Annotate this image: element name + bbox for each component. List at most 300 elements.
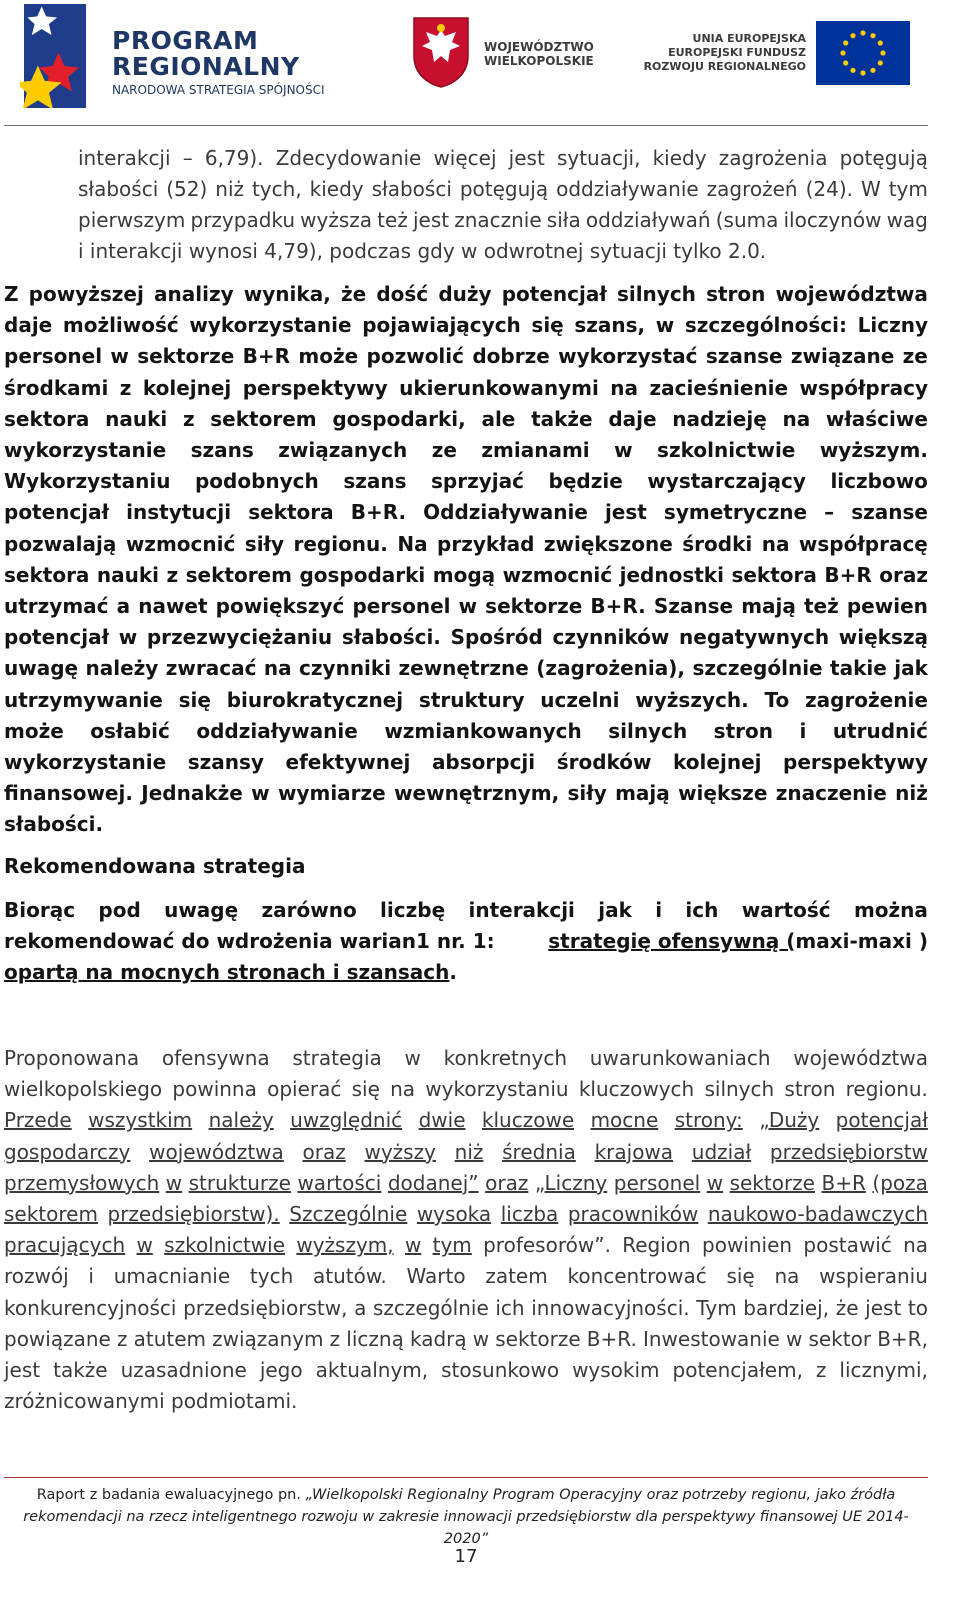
word: szczególności: [684,313,847,338]
word: „Duży [759,1108,820,1133]
word: w [785,1326,803,1351]
word: daje [4,313,53,338]
word: czynniki [299,656,392,681]
word: przedsiębiorstw [769,1139,928,1164]
text-line [4,1171,928,1195]
word: zacieśnienie [649,375,789,400]
word: w [706,1170,724,1195]
word: potencjał [835,1108,928,1133]
text-line [4,344,928,368]
word: się [726,1264,755,1289]
word: 6,79). [204,146,264,170]
word: niż [454,1139,484,1164]
word: kolejnej [142,375,232,400]
word: związanym [212,1326,324,1351]
text-line [4,1046,928,1070]
word: (24). [805,177,853,201]
word: liczba [500,1202,559,1226]
program-regionalny-logo [20,4,350,108]
word: może [4,718,64,743]
word: z [182,406,195,431]
word: na [782,406,811,431]
word: znacznie [454,208,542,232]
word: oraz [302,1139,346,1164]
word: wszystkim [88,1108,193,1133]
word: niż [215,177,244,201]
program-logo-subtitle: NARODOWA STRATEGIA SPÓJNOŚCI [112,83,325,97]
text-line: i interakcji wynosi 4,79), podczas gdy w odwrotnej sytuacji tylko 2.0. [78,239,767,263]
word: szkolnictwie [164,1233,286,1258]
word: potęgują [459,177,549,201]
word: z [166,562,179,587]
word: personel [613,1170,701,1195]
text-segment: rekomendować do wdrożenia warian1 nr. 1: [4,929,495,953]
word: możliwość [62,313,179,338]
word: umacnianie [113,1264,231,1289]
word: utrzymywanie [4,687,163,712]
word: oddziaływań [585,208,711,232]
word: może [298,344,359,369]
text-line [4,594,928,618]
word: uwagę [4,656,79,681]
word: mają [741,594,796,618]
text-line [4,1202,928,1226]
word: sektorze [495,1326,581,1351]
word: sektora [248,500,334,525]
word: B+R [242,344,291,369]
word: wynika, [243,282,331,306]
word: Wykorzystaniu [4,469,171,494]
text-line [4,563,928,587]
word: przedsiębiorstw, [183,1295,348,1320]
region-label: WOJEWÓDZTWO WIELKOPOLSKIE [484,40,594,68]
word: B+R. [350,500,407,525]
word: zwiększone [543,531,673,556]
word: szanse [851,500,928,525]
word: stosunkowo [441,1358,560,1382]
word: środkami [4,375,109,400]
word: wielkopolskiego [4,1077,163,1102]
word: wysokim [572,1358,660,1382]
word: uwzględnić [290,1108,403,1133]
word: finansowej. [4,781,133,806]
word: znaczenie [775,781,887,806]
word: kiedy [309,177,364,201]
word: (poza [872,1170,928,1195]
footer-title: rekomendacji na rzecz inteligentnego rozwoju w zakresie innowacji przedsiębiorstw dla perspektywy finansowej UE 2014-2020” [23,1509,909,1547]
word: takie [830,656,887,681]
word: powiększyć [215,594,345,618]
word: wykorzystanie [189,313,352,338]
text-line [4,625,928,649]
word: pewien [846,594,928,618]
word: zagrożenia [718,146,828,170]
word: słabości [78,177,159,201]
word: na [263,656,292,681]
word: z [815,1358,827,1382]
word: (zagrożenia), [536,656,686,681]
text-line [4,1108,928,1132]
word: wyższa [300,208,373,232]
word: struktury [418,687,525,712]
word: naukowo-badawczych [707,1202,928,1226]
word: kiedy [652,146,707,170]
word: większą [838,625,928,650]
word: sytuacji, [556,146,641,170]
word: gospodarczy [4,1139,131,1164]
word: a [354,1295,367,1320]
word: krajowa [594,1139,674,1164]
word: przemysłowych [4,1170,160,1195]
text-line [4,1077,928,1101]
word: tych, [251,177,302,201]
program-logo-title: PROGRAM REGIONALNY [112,26,300,81]
eu-star-icon [843,60,848,65]
eu-star-icon [850,68,855,73]
word: sprzyjać [431,469,524,494]
word: tych [249,1264,294,1289]
text-line [4,960,928,984]
word: Przede [4,1108,72,1133]
word: Szczególnie [289,1202,408,1226]
word: udział [691,1139,752,1164]
word: potencjał [4,500,110,525]
text-segment: . [449,960,457,984]
word: przedsiębiorstw). [107,1202,280,1226]
word: słabości [371,177,452,201]
eu-star-icon [860,70,865,75]
word: a [116,594,131,618]
word: kolejnej [673,750,762,774]
word: interakcji [468,898,575,922]
section-heading: Rekomendowana strategia [4,854,306,878]
word: wysoka [416,1202,492,1226]
word: stron [784,1077,836,1102]
word: gospodarki, [332,406,466,431]
word: w [118,625,138,650]
word: „Liczny [534,1170,608,1195]
word: ze [431,438,457,462]
word: uzasadnione [120,1358,247,1382]
text-line [4,929,928,953]
word: wykorzystanie [4,438,167,462]
word: stron [706,282,766,306]
word: uwarunkowaniach [589,1046,771,1070]
eu-star-icon [843,40,848,45]
word: jego [259,1358,303,1382]
text-line [4,1233,928,1257]
word: że [835,1295,859,1320]
word: szczególnie [692,656,823,681]
eu-star-icon [840,50,845,55]
word: strony: [674,1108,743,1133]
word: wyższych. [635,687,749,712]
word: silnych [704,1077,775,1102]
word: efektywnej [285,750,411,774]
word: oraz [879,562,928,587]
word: wspieraniu [819,1264,928,1289]
word: w [614,438,633,462]
word: wag [886,208,928,232]
text-line [4,1327,928,1351]
word: pojawiających [362,313,521,338]
word: sektora [4,406,90,431]
word: Zdecydowanie [275,146,422,170]
word: perspektywy [242,375,388,400]
word: na [761,531,790,556]
text-line [78,208,928,232]
word: szans, [574,313,646,338]
word: w [404,1233,422,1258]
word: gospodarki [299,562,426,587]
word: innowacyjności. [531,1295,690,1320]
word: tym [432,1233,472,1258]
word: z [116,1326,128,1351]
word: środków [556,750,652,774]
word: Region [622,1233,691,1258]
text-line [4,719,928,743]
eu-star-icon [850,33,855,38]
page-header [0,0,960,126]
word: że [340,282,367,306]
word: pozwolić [366,344,464,369]
word: szansy [187,750,264,774]
word: oraz [485,1170,529,1195]
wielkopolska-crest-icon [412,16,470,88]
word: przykład [437,531,535,556]
word: regionu. [845,1077,928,1102]
eu-flag-icon [816,21,910,85]
word: licznymi, [839,1358,928,1382]
word: daje [608,406,657,431]
word: B+R [821,1170,866,1195]
word: siły [244,531,285,556]
word: w [655,313,675,338]
text-line [4,469,928,493]
word: jak [598,898,632,922]
word: więcej [433,146,497,170]
word: powiązane [4,1326,111,1351]
word: dość [376,282,429,306]
word: personel [4,344,103,369]
word: pracujących [4,1233,126,1258]
word: absorpcji [431,750,536,774]
word: ich [685,898,719,922]
word: wymiarze [277,781,386,806]
word: słabości. [341,625,441,650]
word: jest [604,500,647,525]
word: z [119,375,132,400]
word: Liczny [857,313,928,338]
word: większe [678,781,768,806]
word: województwa [793,1046,928,1070]
word: w [165,1170,183,1195]
eu-star-icon [870,33,875,38]
word: utrzymać [4,594,109,618]
word: zarówno [261,898,357,922]
word: wzmocnić [125,531,236,556]
word: wykorzystanie [4,750,167,774]
word: wzmiankowanych [384,718,582,743]
word: i [88,1264,94,1289]
word: dobrze [472,344,550,369]
word: szans [190,438,254,462]
word: wykorzystaniu [425,1077,569,1102]
footer-divider [4,1477,928,1478]
word: szans [343,469,407,494]
word: powyższej [28,282,144,306]
text-line: słabości. [4,812,104,837]
word: na [610,375,639,400]
word: interakcji [78,146,171,170]
word: jak [894,656,928,681]
word: szkolnictwie [657,438,796,462]
word: sektorze [729,1170,815,1195]
word: jest [865,1295,902,1320]
word: kadrą [409,1326,467,1351]
word: wykorzystać [558,344,698,369]
word: Spośród [450,625,543,650]
word: i [655,898,663,922]
word: się [531,313,564,338]
word: zwracać [165,656,257,681]
word: nauki [96,562,160,587]
word: potencjałem, [672,1358,803,1382]
word: zatem [485,1264,548,1289]
word: jednostki [619,562,724,587]
text-line [4,781,928,805]
word: mają [615,781,670,806]
word: Proponowana [4,1046,140,1070]
footer-prefix: Raport z badania ewaluacyjnego pn. [36,1487,306,1503]
word: właściwe [825,406,928,431]
word: środki [682,531,753,556]
word: nauki [105,406,168,431]
word: przezwyciężaniu [146,625,333,650]
text-line [78,146,928,170]
word: się [178,687,211,712]
word: ukierunkowanymi [399,375,599,400]
word: (52) [166,177,208,201]
text-line [4,500,928,524]
word: nadzieję [672,406,767,431]
word: strategia [292,1046,382,1070]
footer-line [4,1484,928,1506]
word: mocne [590,1108,659,1133]
eu-label: UNIA EUROPEJSKA EUROPEJSKI FUNDUSZ ROZWOJU REGIONALNEGO [643,32,806,73]
text-line: zróżnicowanymi podmiotami. [4,1389,298,1414]
word: sektora [731,562,817,587]
word: potęgują [839,146,928,170]
word: (suma [715,208,779,232]
word: konkretnych [443,1046,568,1070]
word: się [351,1077,380,1102]
text-line [4,313,928,337]
word: na [774,1264,800,1289]
word: analizy [154,282,234,306]
word: przypadku [190,208,296,232]
word: negatywnych [679,625,830,650]
word: czynników [552,625,670,650]
word: jest [412,208,450,232]
word: oddziaływanie [556,177,699,201]
word: osłabić [90,718,170,743]
word: można [853,898,928,922]
word: nawet [138,594,208,618]
word: bardziej, [743,1295,830,1320]
word: w [136,1233,153,1258]
word: w [472,1326,490,1351]
word: pracowników [567,1202,699,1226]
word: województwa [149,1139,284,1164]
word: na [390,1077,416,1102]
word: kluczowe [481,1108,575,1133]
word: powinien [702,1233,793,1258]
word: koncentrować [567,1264,707,1289]
word: mogą [432,562,496,587]
word: wyższy [364,1139,436,1164]
word: sektorem [185,562,292,587]
word: silnych [616,282,696,306]
word: Jednakże [141,781,243,806]
word: oddziaływanie [196,718,358,743]
word: szanse [705,344,783,369]
word: Biorąc [4,898,76,922]
word: siły [567,781,607,806]
eu-star-icon [870,68,875,73]
word: wartości [297,1170,382,1195]
word: zmianami [481,438,590,462]
page-number: 17 [454,1546,478,1567]
word: Na [397,531,428,556]
word: biurokratycznej [226,687,404,712]
word: zagrożenie [804,687,928,712]
word: na [903,1233,928,1258]
word: postawić [803,1233,892,1258]
word: uwagę [164,898,239,922]
word: iloczynów [783,208,882,232]
word: współpracy [799,375,928,400]
word: uczelni [540,687,620,712]
word: województwa [775,282,928,306]
eu-star-icon [880,50,885,55]
word: rozwój [4,1264,69,1289]
word: i [799,718,807,743]
word: To [764,687,790,712]
word: Inwestowanie [642,1326,780,1351]
word: kluczowych [578,1077,695,1102]
text-line [4,898,928,922]
word: – [824,500,835,525]
word: sektor [808,1326,872,1351]
word: instytucji [126,500,232,525]
word: ze [902,344,928,369]
word: pozwalają [4,531,117,556]
word: w [404,1046,421,1070]
word: wzmocnić [502,562,613,587]
word: Warto [406,1264,466,1289]
word: wystarczający [647,469,806,494]
word: niż [895,781,928,806]
word: powinna [172,1077,257,1102]
eu-star-icon [878,40,883,45]
text-line [78,177,928,201]
text-line [4,376,928,400]
word: – [182,146,193,170]
text-line [4,1140,928,1164]
word: symetryczne [663,500,808,525]
word: B+R [824,562,872,587]
